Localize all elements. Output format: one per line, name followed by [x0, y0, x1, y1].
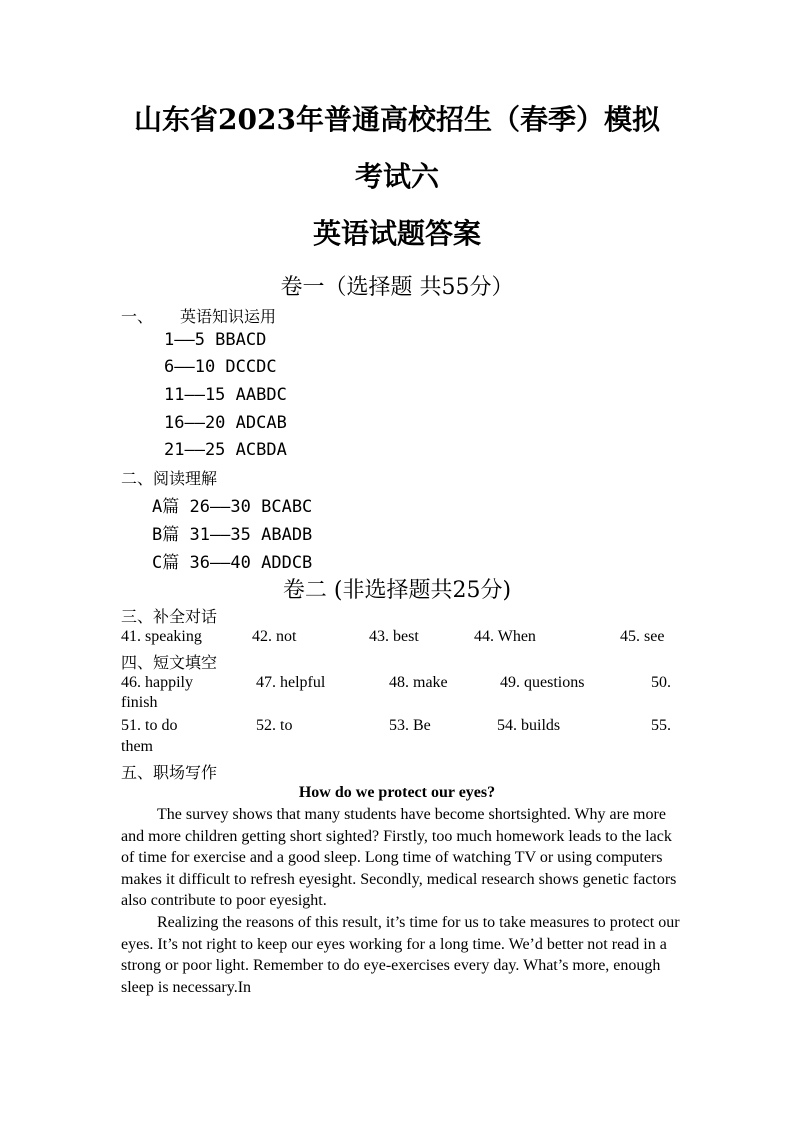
answer-43: 43. best [369, 628, 419, 645]
part1-number: 一、 [121, 307, 154, 326]
main-title-line3: 英语试题答案 [312, 217, 481, 250]
essay-paragraph-2: Realizing the reasons of this result, it’s time for us to take measures to protect our eyes. It’s not right to keep our eyes working for a long time. We’d better not read in a strong or poor light. Remember to do eye-exercises every day. What’s more, enough sleep is necessary.In [121, 913, 680, 996]
answer-47: 47. helpful [256, 674, 326, 691]
volume2-title: 卷二 (非选择题共25分) [282, 578, 512, 603]
volume1-title: 卷一（选择题 共55分） [280, 275, 514, 300]
part3-heading: 三、补全对话 [121, 607, 218, 626]
essay-body [121, 804, 681, 998]
main-title-line2: 考试六 [354, 160, 439, 193]
answer-46: 46. happily [121, 674, 193, 691]
part1-answer-5: 21——25 ACBDA [164, 440, 287, 460]
answer-50-word: finish [121, 694, 158, 711]
part1-answer-2: 6——10 DCCDC [164, 357, 277, 377]
part4-answers-row2 [121, 717, 673, 737]
answer-45: 45. see [620, 628, 665, 645]
part4-heading: 四、短文填空 [121, 653, 218, 672]
part2-answer-b: B篇 31——35 ABADB [152, 525, 313, 545]
part1-answer-1: 1——5 BBACD [164, 330, 267, 350]
part1-label: 英语知识运用 [180, 307, 277, 326]
answer-50-number: 50. [651, 674, 671, 691]
answer-49: 49. questions [500, 674, 585, 691]
answer-44: 44. When [474, 628, 536, 645]
answer-53: 53. Be [389, 717, 431, 734]
part2-heading: 二、阅读理解 [121, 469, 218, 488]
main-title-line1: 山东省2023年普通高校招生（春季）模拟 [134, 103, 660, 136]
answer-42: 42. not [252, 628, 297, 645]
answer-55-number: 55. [651, 717, 671, 734]
answer-41: 41. speaking [121, 628, 202, 645]
part5-heading: 五、职场写作 [121, 763, 218, 782]
part4-answers-row1 [121, 674, 673, 694]
part2-answer-c: C篇 36——40 ADDCB [152, 553, 313, 573]
essay-paragraph-1: The survey shows that many students have become shortsighted. Why are more and more children getting short sighted? Firstly, too much homework leads to the lack of time for exercise and a good sleep. Long time of watching TV or using computers makes it difficult to refresh eyesight. Secondly, medical research shows genetic factors also contribute to poor eyesight. [121, 806, 677, 910]
answer-52: 52. to [256, 717, 293, 734]
essay-title: How do we protect our eyes? [298, 784, 496, 801]
part2-answer-a: A篇 26——30 BCABC [152, 497, 313, 517]
answer-48: 48. make [389, 674, 448, 691]
part1-answer-4: 16——20 ADCAB [164, 413, 287, 433]
answer-55-word: them [121, 738, 153, 755]
answer-54: 54. builds [497, 717, 561, 734]
part1-answer-3: 11——15 AABDC [164, 385, 287, 405]
part1-heading [121, 304, 276, 327]
part3-answers-row [121, 628, 673, 648]
answer-51: 51. to do [121, 717, 178, 734]
